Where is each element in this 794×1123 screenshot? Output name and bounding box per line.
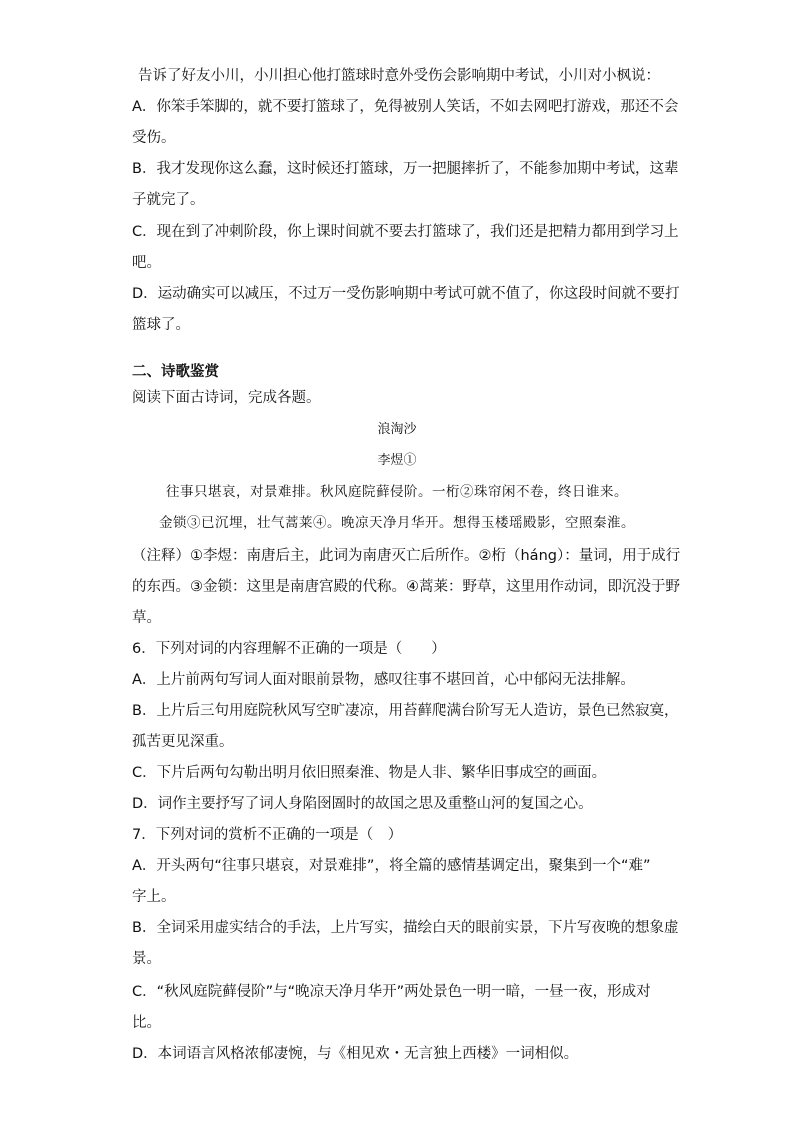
q5-option-d-line2: 篮球了。 bbox=[132, 317, 190, 333]
q5-option-d-line1: D．运动确实可以减压，不过万一受伤影响期中考试可就不值了，你这段时间就不要打 bbox=[132, 286, 680, 302]
q5-option-c-line2: 吧。 bbox=[132, 255, 161, 271]
q7-option-a-line2: 字上。 bbox=[132, 889, 176, 905]
q7-option-c-line1: C．“秋风庭院藓侵阶”与“晚凉天净月华开”两处景色一明一暗，一昼一夜，形成对 bbox=[132, 984, 651, 1000]
q6-stem: 6．下列对词的内容理解不正确的一项是（ ） bbox=[132, 641, 446, 657]
q7-option-d: D．本词语言风格浓郁凄惋，与《相见欢・无言独上西楼》一词相似。 bbox=[132, 1046, 579, 1062]
q5-option-c-line1: C．现在到了冲刺阶段，你上课时间就不要去打篮球了，我们还是把精力都用到学习上 bbox=[132, 224, 679, 240]
q5-option-a-line2: 受伤。 bbox=[132, 130, 176, 146]
poem-line-1: 往事只堪哀，对景难排。秋风庭院藓侵阶。一桁②珠帘闲不卷，终日谁来。 bbox=[166, 484, 628, 500]
q7-stem: 7．下列对词的赏析不正确的一项是（ ） bbox=[132, 827, 403, 843]
section-heading: 二、诗歌鉴赏 bbox=[132, 364, 219, 380]
notes-line-1: （注释）①李煜：南唐后主，此词为南唐灭亡后所作。②桁（háng）：量词，用于成行 bbox=[132, 548, 681, 564]
q5-option-b-line2: 子就完了。 bbox=[132, 192, 205, 208]
notes-line-3: 草。 bbox=[132, 610, 161, 626]
q7-option-a-line1: A．开头两句“往事只堪哀，对景难排”，将全篇的感情基调定出，聚集到一个“难” bbox=[132, 858, 651, 874]
q7-option-b-line1: B．全词采用虚实结合的手法，上片写实，描绘白天的眼前实景，下片写夜晚的想象虚 bbox=[132, 920, 679, 936]
q7-option-b-line2: 景。 bbox=[132, 951, 161, 967]
q5-option-a-line1: A．你笨手笨脚的，就不要打篮球了，免得被别人笑话，不如去网吧打游戏，那还不会 bbox=[132, 99, 679, 115]
q6-option-a: A．上片前两句写词人面对眼前景物，感叹往事不堪回首，心中郁闷无法排解。 bbox=[132, 672, 635, 688]
q6-option-b-line1: B．上片后三句用庭院秋风写空旷凄凉，用苔藓爬满台阶写无人造访，景色已然寂寞， bbox=[132, 703, 679, 719]
q6-option-b-line2: 孤苦更见深重。 bbox=[132, 734, 234, 750]
poem-line-2: 金锁③已沉埋，壮气蒿莱④。晚凉天净月华开。想得玉楼瑶殿影，空照秦淮。 bbox=[159, 515, 635, 531]
q6-option-c: C．下片后两句勾勒出明月依旧照秦淮、物是人非、繁华旧事成空的画面。 bbox=[132, 765, 607, 781]
poem-author: 李煜① bbox=[377, 453, 417, 468]
intro-line: 告诉了好友小川，小川担心他打篮球时意外受伤会影响期中考试，小川对小枫说： bbox=[138, 68, 660, 84]
poem-title: 浪淘沙 bbox=[377, 422, 417, 437]
notes-line-2: 的东西。③金锁：这里是南唐宫殿的代称。④蒿莱：野草，这里用作动词，即沉没于野 bbox=[132, 579, 680, 595]
q5-option-b-line1: B．我才发现你这么蠢，这时候还打篮球，万一把腿摔折了，不能参加期中考试，这辈 bbox=[132, 161, 679, 177]
section-instruction: 阅读下面古诗词，完成各题。 bbox=[132, 390, 321, 406]
q7-option-c-line2: 比。 bbox=[132, 1015, 161, 1031]
q6-option-d: D．词作主要抒写了词人身陷囹圄时的故国之思及重整山河的复国之心。 bbox=[132, 796, 593, 812]
